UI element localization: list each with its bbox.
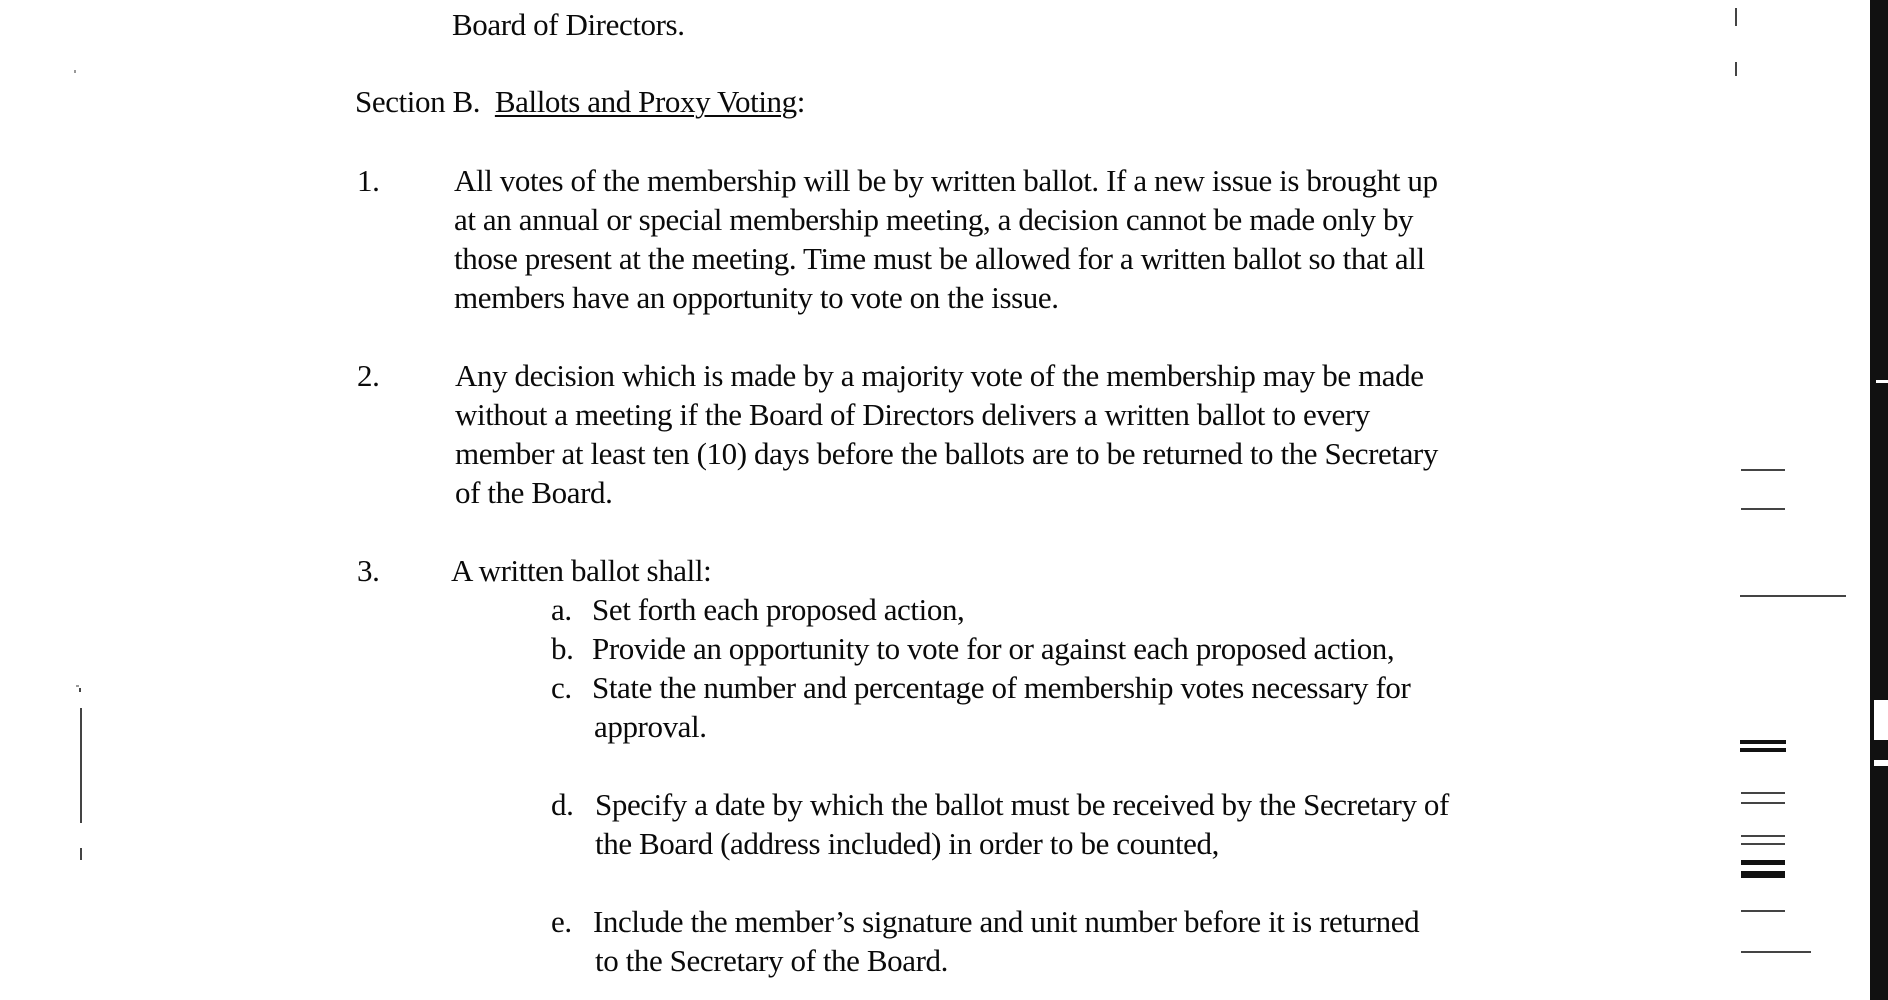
item-3-number: 3.: [357, 553, 380, 588]
section-label: Section B.: [355, 84, 481, 119]
item-1-line-2: at an annual or special membership meeting, a decision cannot be made only by: [454, 202, 1414, 237]
section-heading: [355, 82, 805, 121]
scan-dash: [1741, 843, 1785, 845]
scan-margin-line: [80, 848, 82, 860]
scan-edge-notch: [1874, 700, 1888, 740]
scan-speck: [74, 70, 76, 73]
item-2-line-1: Any decision which is made by a majority vote of the membership may be made: [455, 358, 1424, 393]
item-1-line-1: All votes of the membership will be by written ballot. If a new issue is brought up: [454, 163, 1438, 198]
scan-dash: [1741, 508, 1785, 510]
item-3-intro: A written ballot shall:: [451, 553, 712, 588]
section-title: Ballots and Proxy Voting: [494, 84, 797, 119]
scan-dash: [1741, 951, 1811, 953]
subitem-d-line-1: Specify a date by which the ballot must be received by the Secretary of: [595, 787, 1449, 822]
scan-dash: [1741, 792, 1785, 794]
subitem-e-line-2: to the Secretary of the Board.: [595, 943, 948, 978]
scan-dash: [1740, 748, 1786, 752]
scan-dash: [1741, 469, 1785, 471]
subitem-c-letter: c.: [551, 670, 572, 705]
scan-dash: [1741, 835, 1785, 837]
scan-dash: [1740, 740, 1786, 744]
subitem-d-line-2: the Board (address included) in order to be counted,: [595, 826, 1219, 861]
section-title-suffix: :: [796, 84, 805, 119]
item-2-number: 2.: [357, 358, 380, 393]
item-1-line-3: those present at the meeting. Time must be allowed for a written ballot so that all: [454, 241, 1425, 276]
subitem-b-line-1: Provide an opportunity to vote for or against each proposed action,: [592, 631, 1395, 666]
subitem-e-letter: e.: [551, 904, 572, 939]
scan-dash: [1740, 595, 1846, 597]
scan-margin-line: [1735, 62, 1737, 76]
subitem-c-line-1: State the number and percentage of membership votes necessary for: [592, 670, 1411, 705]
scan-margin-line: [80, 708, 82, 823]
item-2-line-4: of the Board.: [455, 475, 613, 510]
subitem-a-letter: a.: [551, 592, 572, 627]
subitem-b-letter: b.: [551, 631, 574, 666]
subitem-d-letter: d.: [551, 787, 574, 822]
item-1-line-4: members have an opportunity to vote on the issue.: [454, 280, 1059, 315]
scan-dash: [1741, 910, 1785, 912]
scan-dash: [1741, 860, 1785, 865]
scan-dash: [1741, 802, 1785, 804]
item-2-line-2: without a meeting if the Board of Directors delivers a written ballot to every: [455, 397, 1370, 432]
subitem-a-line-1: Set forth each proposed action,: [592, 592, 965, 627]
item-2-line-3: member at least ten (10) days before the ballots are to be returned to the Secretary: [455, 436, 1438, 471]
scan-dash: [1741, 871, 1785, 878]
scan-right-edge: [1870, 0, 1888, 1000]
scan-speck: [79, 688, 81, 692]
scan-speck: [76, 685, 79, 687]
continued-text-line: Board of Directors.: [452, 7, 685, 42]
subitem-e-line-1: Include the member’s signature and unit number before it is returned: [593, 904, 1420, 939]
scan-edge-notch: [1876, 380, 1888, 383]
scan-edge-notch: [1874, 760, 1888, 766]
subitem-c-line-2: approval.: [594, 709, 707, 744]
item-1-number: 1.: [357, 163, 380, 198]
scan-margin-line: [1735, 8, 1737, 26]
